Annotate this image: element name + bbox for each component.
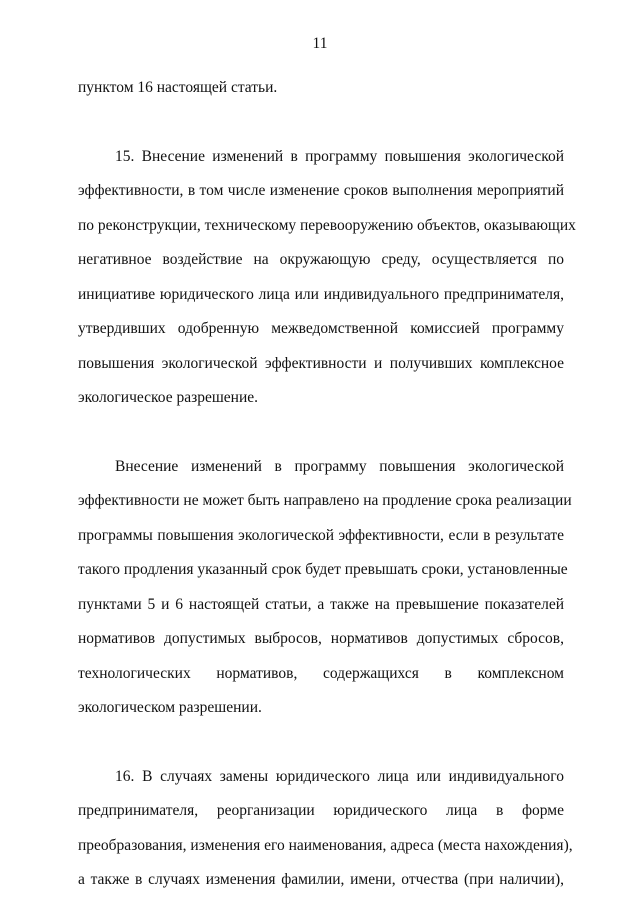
paragraph-item-15 <box>78 140 576 416</box>
text-line: такого продления указанный срок будет превышать сроки, установленные <box>78 561 568 578</box>
text-line: программы повышения экологической эффективности, если в результате <box>78 526 564 544</box>
text-line: повышения экологической эффективности и получивших комплексное <box>78 354 564 372</box>
text-line: предпринимателя, реорганизации юридического лица в форме <box>78 802 564 819</box>
text-line: экологическом разрешении. <box>78 699 262 716</box>
text-line: эффективности не может быть направлено на продление срока реализации <box>78 492 572 509</box>
text-line: инициативе юридического лица или индивидуального предпринимателя, <box>78 285 564 303</box>
text-line: преобразования, изменения его наименования, адреса (места нахождения), <box>78 836 573 854</box>
page-number: 11 <box>312 35 328 52</box>
text-line: Внесение изменений в программу повышения экологической <box>115 457 564 475</box>
document-body <box>78 71 576 898</box>
text-line: пунктом 16 настоящей статьи. <box>78 79 278 96</box>
text-line: по реконструкции, техническому перевооружению объектов, оказывающих <box>78 216 576 234</box>
paragraph-continuation <box>78 71 564 106</box>
paragraph-item-16 <box>78 760 573 898</box>
text-line: негативное воздействие на окружающую среду, осуществляется по <box>78 251 564 268</box>
text-line: 15. Внесение изменений в программу повышения экологической <box>115 147 564 165</box>
text-line: экологическое разрешение. <box>78 389 258 406</box>
text-line: пунктами 5 и 6 настоящей статьи, а также на превышение показателей <box>78 595 564 613</box>
text-line: утвердивших одобренную межведомственной комиссией программу <box>78 320 564 337</box>
paragraph-amendment-limits <box>78 450 572 726</box>
text-line: а также в случаях изменения фамилии, имени, отчества (при наличии), <box>78 871 564 888</box>
text-line: 16. В случаях замены юридического лица или индивидуального <box>115 767 564 785</box>
text-line: нормативов допустимых выбросов, нормативов допустимых сбросов, <box>78 630 564 647</box>
text-line: технологических нормативов, содержащихся в комплексном <box>78 664 564 682</box>
text-line: эффективности, в том числе изменение сроков выполнения мероприятий <box>78 182 564 199</box>
